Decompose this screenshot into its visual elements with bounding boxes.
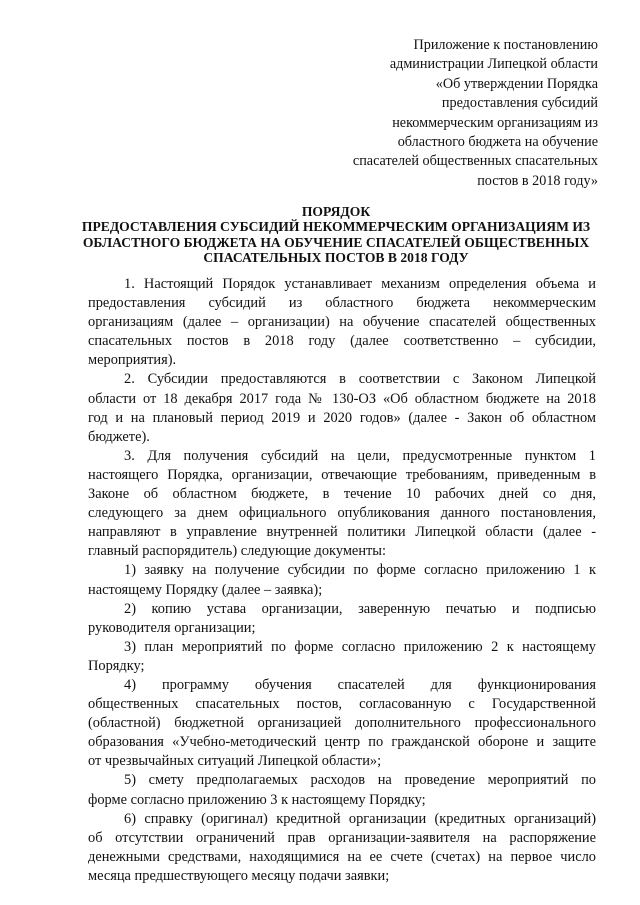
text-line: образования «Учебно-методический центр по гражданской обороне и защите — [88, 734, 596, 751]
text-line: мероприятия). — [88, 352, 177, 369]
text-line: настоящему Порядку (далее – заявка); — [88, 581, 323, 598]
text-line: 4) программу обучения спасателей для функционирования — [124, 676, 596, 693]
text-line: организациям (далее – организации) на обучение спасателей общественных — [88, 314, 596, 331]
text-line: следующего за днем официального опубликования данного постановления, — [88, 505, 596, 522]
text-line: направляют в управление внутренней политики Липецкой области (далее - — [88, 524, 596, 541]
title-line: СПАСАТЕЛЬНЫХ ПОСТОВ В 2018 ГОДУ — [203, 250, 469, 266]
annex-line: спасателей общественных спасательных — [352, 153, 598, 170]
list-item-1 — [88, 561, 596, 599]
text-line: форме согласно приложению 3 к настоящему Порядку; — [88, 791, 426, 808]
text-line: области от 18 декабря 2017 года № 130-ОЗ «Об областном бюджете на 2018 — [88, 390, 596, 407]
text-line: об отсутствии ограничений прав организации-заявителя на распоряжение — [88, 829, 596, 846]
text-line: денежными средствами, находящимися на ее счете (счетах) на первое число — [88, 848, 596, 865]
annex-line: администрации Липецкой области — [389, 56, 598, 73]
text-line: 2) копию устава организации, заверенную печатью и подписью — [124, 600, 596, 617]
text-line: бюджете). — [88, 428, 150, 445]
text-line: главный распорядитель) следующие документы: — [88, 543, 386, 560]
text-line: 3) план мероприятий по форме согласно приложению 2 к настоящему — [124, 638, 596, 655]
text-line: (областной) бюджетной организацией дополнительного профессионального — [88, 715, 596, 732]
text-line: Законе об областном бюджете, в течение 10 рабочих дней со дня, — [88, 486, 596, 503]
text-line: от чрезвычайных ситуаций Липецкой области»; — [88, 753, 382, 770]
annex-line: Приложение к постановлению — [413, 37, 598, 53]
title-line: ОБЛАСТНОГО БЮДЖЕТА НА ОБУЧЕНИЕ СПАСАТЕЛЕЙ ОБЩЕСТВЕННЫХ — [82, 234, 590, 250]
annex-header — [318, 36, 598, 191]
text-line: год и на плановый период 2019 и 2020 годов» (далее - Закон об областном — [88, 409, 596, 426]
document-body — [88, 275, 596, 886]
paragraph-2 — [88, 370, 596, 446]
text-line: Порядку; — [88, 657, 145, 674]
title-line: ПОРЯДОК — [301, 204, 371, 219]
annex-line: областного бюджета на обучение — [397, 134, 598, 151]
text-line: спасательных постов в 2018 году (далее соответственно – субсидии, — [88, 333, 596, 350]
list-item-3 — [88, 638, 596, 676]
text-line: 1) заявку на получение субсидии по форме согласно приложению 1 к — [124, 562, 596, 579]
text-line: общественных спасательных постов, согласованную с Государственной — [88, 696, 596, 713]
text-line: 3. Для получения субсидий на цели, предусмотренные пунктом 1 — [124, 447, 596, 464]
list-item-4 — [88, 676, 596, 771]
annex-line: «Об утверждении Порядка — [435, 75, 598, 92]
annex-line: некоммерческим организациям из — [392, 114, 598, 131]
text-line: настоящего Порядка, организации, отвечающие требованиям, приведенным в — [88, 466, 596, 483]
list-item-2 — [88, 600, 596, 638]
text-line: 6) справку (оригинал) кредитной организации (кредитных организаций) — [124, 810, 596, 827]
annex-line: предоставления субсидий — [441, 95, 598, 112]
list-item-6 — [88, 810, 596, 886]
text-line: месяца предшествующего месяцу подачи заявки; — [88, 867, 390, 884]
list-item-5 — [88, 771, 596, 809]
annex-line: постов в 2018 году» — [477, 172, 598, 189]
title-line: ПРЕДОСТАВЛЕНИЯ СУБСИДИЙ НЕКОММЕРЧЕСКИМ ОРГАНИЗАЦИЯМ ИЗ — [81, 219, 591, 235]
text-line: предоставления субсидий из областного бюджета некоммерческим — [88, 295, 596, 312]
paragraph-1 — [88, 275, 596, 370]
paragraph-3 — [88, 447, 596, 562]
text-line: 1. Настоящий Порядок устанавливает механизм определения объема и — [124, 276, 596, 292]
text-line: руководителя организации; — [88, 619, 256, 636]
document-title — [76, 204, 596, 266]
text-line: 2. Субсидии предоставляются в соответствии с Законом Липецкой — [124, 371, 596, 388]
text-line: 5) смету предполагаемых расходов на проведение мероприятий по — [124, 772, 596, 789]
